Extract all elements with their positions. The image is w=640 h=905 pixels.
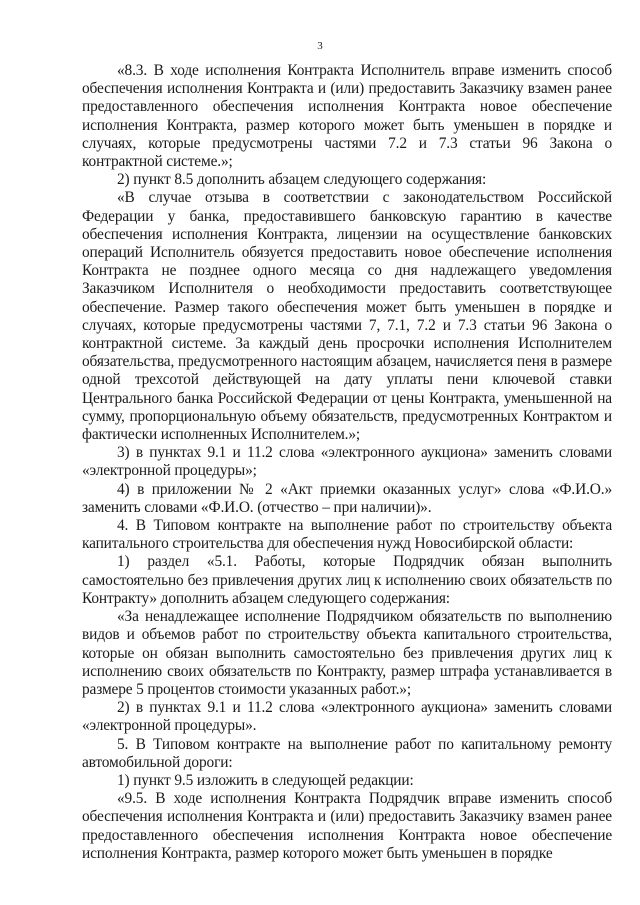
paragraph-item-2: 2) пункт 8.5 дополнить абзацем следующего содержания: [117, 171, 487, 189]
paragraph-section-4: 4. В Типовом контракте на выполнение работ по строительству объекта капитального строительства для обеспечения нужд Новосибирской области: [82, 517, 612, 553]
paragraph-section-5: 5. В Типовом контракте на выполнение работ по капитальному ремонту автомобильной дороги: [82, 735, 612, 771]
paragraph-item-4: 4) в приложении № 2 «Акт приемки оказанных услуг» слова «Ф.И.О.» заменить словами «Ф.И.О. (отчество – при наличии)». [82, 480, 612, 516]
paragraph-9-5: «9.5. В ходе исполнения Контракта Подрядчик вправе изменить способ обеспечения исполнения Контракта и (или) предоставить Заказчику взамен ранее предоставленного обеспечения исполнения Контракта новое обеспечение исполнения Контракта, размер которого может быть уменьшен в порядке [82, 790, 612, 862]
paragraph-section-5-item-1: 1) пункт 9.5 изложить в следующей редакции: [117, 771, 414, 789]
paragraph-item-3: 3) в пунктах 9.1 и 11.2 слова «электронного аукциона» заменить словами «электронной процедуры»; [82, 444, 612, 480]
paragraph-bank-guarantee: «В случае отзыва в соответствии с законодательством Российской Федерации у банка, предоставившего банковскую гарантию в качестве обеспечения исполнения Контракта, лицензии на осуществление банковских операций Исполнитель обязуется предоставить новое обеспечение исполнения Контракта не позднее одного месяца со дня надлежащего уведомления Заказчиком Исполнителя о необходимости предоставить соответствующее обеспечение. Размер такого обеспечения может быть уменьшен в порядке и случаях, которые предусмотрены частями 7, 7.1, 7.2 и 7.3 статьи 96 Закона о контрактной системе. За каждый день просрочки исполнения Исполнителем обязательства, предусмотренного настоящим абзацем, начисляется пеня в размере одной трехсотой действующей на дату уплаты пени ключевой ставки Центрального банка Российской Федерации от цены Контракта, уменьшенной на сумму, пропорциональную объему обязательств, предусмотренных Контрактом и фактически исполненных Исполнителем.»; [82, 189, 612, 444]
paragraph-penalty: «За ненадлежащее исполнение Подрядчиком обязательств по выполнению видов и объемов работ по строительству объекта капитального строительства, которые он обязан выполнить самостоятельно без привлечения других лиц к исполнению своих обязательств по Контракту, размер штрафа устанавливается в размере 5 процентов стоимости указанных работ.»; [82, 608, 612, 698]
page-number: 3 [317, 40, 323, 52]
paragraph-section-4-item-2: 2) в пунктах 9.1 и 11.2 слова «электронного аукциона» заменить словами «электронной процедуры». [82, 699, 612, 735]
paragraph-8-3: «8.3. В ходе исполнения Контракта Исполнитель вправе изменить способ обеспечения исполнения Контракта и (или) предоставить Заказчику взамен ранее предоставленного обеспечения исполнения Контракта новое обеспечение исполнения Контракта, размер которого может быть уменьшен в порядке и случаях, которые предусмотрены частями 7.2 и 7.3 статьи 96 Закона о контрактной системе.»; [82, 62, 612, 171]
paragraph-section-4-item-1: 1) раздел «5.1. Работы, которые Подрядчик обязан выполнить самостоятельно без привлечения других лиц к исполнению своих обязательств по Контракту» дополнить абзацем следующего содержания: [82, 553, 612, 607]
document-body [82, 62, 612, 863]
